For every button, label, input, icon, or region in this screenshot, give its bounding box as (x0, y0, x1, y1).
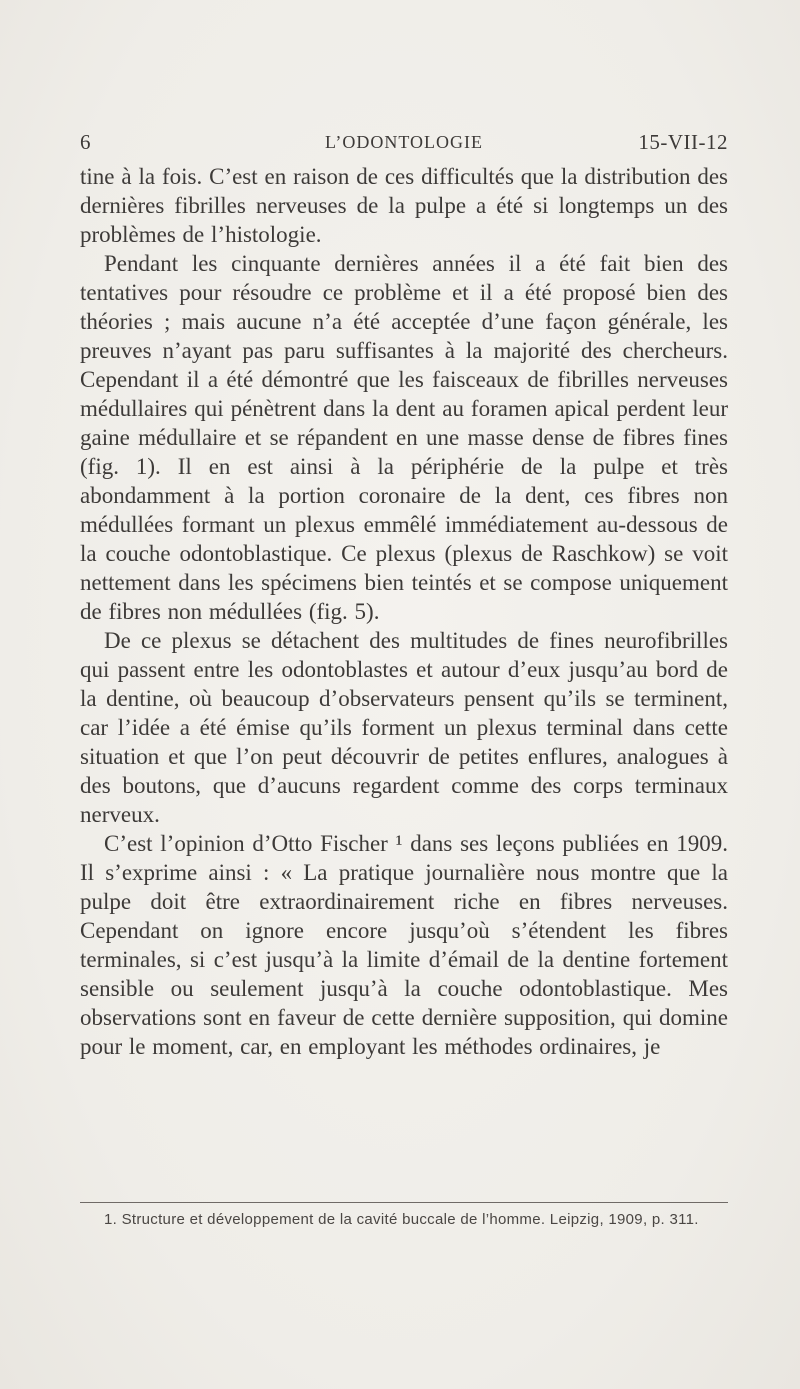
paragraph-continuation: tine à la fois. C’est en raison de ces difficultés que la distribution des dernières fibrilles nerveuses de la pulpe a été si longtemps un des problèmes de l’histologie. (80, 164, 728, 247)
paragraph: C’est l’opinion d’Otto Fischer ¹ dans ses leçons publiées en 1909. Il s’exprime ainsi : « La pratique journalière nous montre que la pulpe doit être extraordinairement riche en fibres nerveuses. Cependant on ignore encore jusqu’où s’étendent les fibres terminales, si c’est jusqu’à la limite d’émail de la dentine fortement sensible ou seulement jusqu’à la couche odontoblastique. Mes observations sont en faveur de cette dernière supposition, qui domine pour le moment, car, en employant les méthodes ordinaires, je (80, 831, 728, 1059)
page-header (80, 130, 728, 160)
footnote-divider (80, 1202, 728, 1203)
paragraph: De ce plexus se détachent des multitudes de fines neurofibrilles qui passent entre les odontoblastes et autour d’eux jusqu’au bord de la dentine, où beaucoup d’observateurs pensent qu’ils se terminent, car l’idée a été émise qu’ils forment un plexus terminal dans cette situation et que l’on peut découvrir de petites enflures, analogues à des boutons, que d’aucuns regardent comme des corps terminaux nerveux. (80, 628, 728, 827)
running-title: L’ODONTOLOGIE (325, 132, 483, 152)
body-text (80, 162, 728, 1061)
issue-date: 15-VII-12 (638, 130, 728, 154)
page-number: 6 (80, 130, 91, 154)
paragraph: Pendant les cinquante dernières années il a été fait bien des tentatives pour résoudre ce problème et il a été proposé bien des théories ; mais aucune n’a été acceptée d’une façon générale, les preuves n’ayant pas paru suffisantes à la majorité des chercheurs. Cependant il a été démontré que les faisceaux de fibrilles nerveuses médullaires qui pénètrent dans la dent au foramen apical perdent leur gaine médullaire et se répandent en une masse dense de fibres fines (fig. 1). Il en est ainsi à la périphérie de la pulpe et très abondamment à la portion coronaire de la dent, ces fibres non médullées formant un plexus emmêlé immédiatement au-dessous de la couche odontoblastique. Ce plexus (plexus de Raschkow) se voit nettement dans les spécimens bien teintés et se compose uniquement de fibres non médullées (fig. 5). (80, 251, 728, 624)
footnote: 1. Structure et développement de la cavité buccale de l’homme. Leipzig, 1909, p. 311. (104, 1211, 699, 1228)
